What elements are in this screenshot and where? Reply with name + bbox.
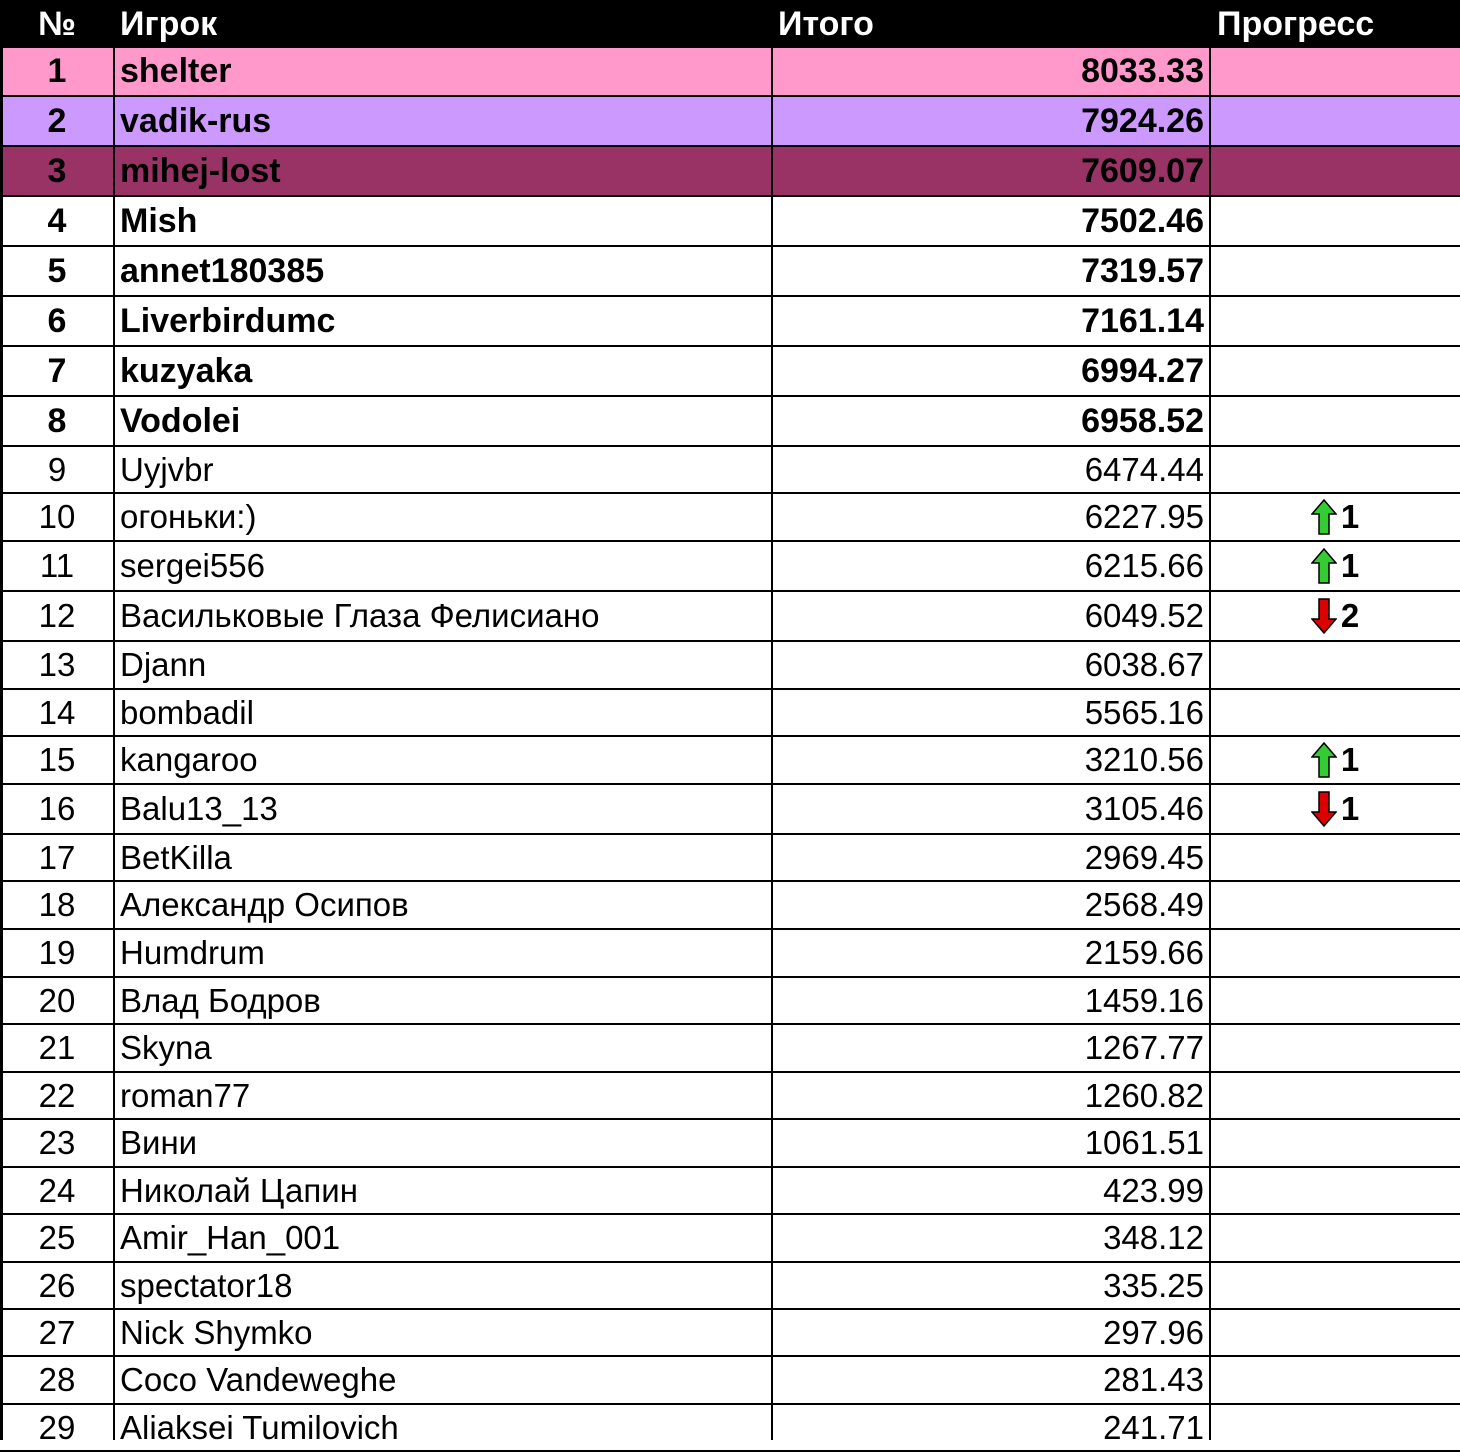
total-cell: 1459.16	[1084, 981, 1204, 1019]
rank-cell: 21	[38, 1029, 76, 1066]
rank-cell: 17	[38, 838, 76, 876]
table-row	[0, 690, 1460, 737]
table-row	[0, 1120, 1460, 1168]
total-cell: 6994.27	[1081, 351, 1204, 390]
grid-line-1	[113, 48, 115, 1440]
arrow-up-icon	[1311, 499, 1337, 535]
player-name-cell: bombadil	[120, 693, 254, 731]
rank-cell: 15	[38, 741, 76, 778]
arrow-up-icon	[1311, 548, 1337, 584]
rank-cell: 12	[38, 597, 76, 634]
rank-cell: 18	[38, 886, 76, 923]
rank-cell: 13	[38, 646, 76, 683]
progress-indicator	[1311, 597, 1359, 635]
rank-cell: 28	[38, 1361, 76, 1398]
player-name-cell: mihej-lost	[120, 151, 281, 190]
progress-value: 1	[1340, 790, 1360, 827]
progress-cell	[1210, 397, 1460, 445]
rank-cell: 5	[47, 251, 67, 290]
table-row	[0, 1073, 1460, 1120]
table-row	[0, 930, 1460, 978]
total-cell: 1061.51	[1084, 1124, 1204, 1161]
table-row	[0, 197, 1460, 247]
progress-indicator	[1311, 547, 1359, 585]
rank-cell: 14	[38, 693, 76, 731]
table-row	[0, 1215, 1460, 1263]
table-row	[0, 1168, 1460, 1215]
player-name-cell: shelter	[120, 52, 232, 90]
progress-cell	[1210, 1405, 1460, 1450]
progress-cell	[1210, 1215, 1460, 1261]
total-cell: 241.71	[1103, 1408, 1204, 1446]
header-number: №	[38, 5, 76, 43]
progress-cell	[1210, 48, 1460, 95]
total-cell: 6215.66	[1084, 547, 1204, 584]
table-row	[0, 737, 1460, 785]
rank-cell: 6	[47, 301, 67, 340]
table-row	[0, 48, 1460, 97]
progress-cell	[1210, 1357, 1460, 1403]
progress-cell	[1210, 930, 1460, 976]
progress-cell	[1210, 197, 1460, 245]
player-name-cell: BetKilla	[120, 838, 232, 876]
progress-cell	[1210, 737, 1460, 783]
rank-cell: 16	[38, 790, 76, 827]
table-row	[0, 978, 1460, 1025]
player-name-cell: Amir_Han_001	[120, 1219, 341, 1256]
progress-cell	[1210, 1310, 1460, 1355]
player-name-cell: sergei556	[120, 547, 265, 584]
progress-cell	[1210, 147, 1460, 195]
rank-cell: 19	[38, 934, 76, 971]
rank-cell: 4	[47, 201, 67, 240]
table-row	[0, 882, 1460, 930]
rank-cell: 25	[38, 1219, 76, 1256]
player-name-cell: Uyjvbr	[120, 450, 214, 488]
table-row	[0, 297, 1460, 347]
rank-cell: 8	[47, 401, 67, 440]
arrow-down-icon	[1311, 791, 1337, 827]
rank-cell: 20	[38, 981, 76, 1019]
total-cell: 7502.46	[1081, 201, 1204, 240]
total-cell: 3210.56	[1084, 741, 1204, 778]
grid-line-3	[1209, 48, 1211, 1440]
progress-value: 1	[1340, 741, 1360, 778]
total-cell: 281.43	[1103, 1361, 1204, 1398]
table-row	[0, 347, 1460, 397]
total-cell: 2969.45	[1084, 838, 1204, 876]
player-name-cell: Humdrum	[120, 934, 265, 971]
total-cell: 2159.66	[1084, 934, 1204, 971]
progress-cell	[1210, 1120, 1460, 1166]
progress-cell	[1210, 592, 1460, 640]
total-cell: 8033.33	[1081, 52, 1204, 90]
progress-value: 1	[1340, 547, 1360, 584]
table-row	[0, 785, 1460, 835]
table-row	[0, 494, 1460, 542]
player-name-cell: Nick Shymko	[120, 1313, 313, 1351]
progress-cell	[1210, 1025, 1460, 1071]
total-cell: 3105.46	[1084, 790, 1204, 827]
player-name-cell: Liverbirdumc	[120, 301, 336, 340]
total-cell: 1267.77	[1084, 1029, 1204, 1066]
progress-cell	[1210, 835, 1460, 880]
player-name-cell: kuzyaka	[120, 351, 253, 390]
progress-cell	[1210, 347, 1460, 395]
total-cell: 5565.16	[1084, 693, 1204, 731]
header-player: Игрок	[120, 5, 218, 43]
table-row	[0, 97, 1460, 147]
rank-cell: 10	[38, 498, 76, 535]
player-name-cell: Aliaksei Tumilovich	[120, 1408, 399, 1446]
progress-cell	[1210, 978, 1460, 1023]
player-name-cell: spectator18	[120, 1266, 293, 1304]
player-name-cell: Balu13_13	[120, 790, 278, 827]
total-cell: 6474.44	[1084, 450, 1204, 488]
table-row	[0, 147, 1460, 197]
table-row	[0, 1357, 1460, 1405]
total-cell: 1260.82	[1084, 1076, 1204, 1114]
total-cell: 7924.26	[1081, 101, 1204, 140]
total-cell: 7609.07	[1081, 151, 1204, 190]
table-row	[0, 397, 1460, 447]
rank-cell: 9	[47, 450, 67, 488]
total-cell: 6049.52	[1084, 597, 1204, 634]
player-name-cell: Vodolei	[120, 401, 241, 440]
table-row	[0, 247, 1460, 297]
table-row	[0, 1310, 1460, 1357]
progress-cell	[1210, 1263, 1460, 1308]
progress-cell	[1210, 247, 1460, 295]
progress-cell	[1210, 785, 1460, 833]
player-name-cell: kangaroo	[120, 741, 258, 778]
progress-value: 1	[1340, 498, 1360, 535]
progress-cell	[1210, 1073, 1460, 1118]
progress-cell	[1210, 447, 1460, 492]
player-name-cell: Skyna	[120, 1029, 212, 1066]
progress-cell	[1210, 1168, 1460, 1213]
player-name-cell: Coco Vandeweghe	[120, 1361, 397, 1398]
header-progress: Прогресс	[1217, 5, 1375, 43]
rank-cell: 7	[47, 351, 67, 390]
arrow-down-icon	[1311, 598, 1337, 634]
total-cell: 348.12	[1103, 1219, 1204, 1256]
player-name-cell: roman77	[120, 1076, 251, 1114]
rank-cell: 29	[38, 1408, 76, 1446]
header-total: Итого	[778, 5, 874, 43]
table-row	[0, 1405, 1460, 1452]
progress-cell	[1210, 494, 1460, 540]
rank-cell: 1	[47, 52, 67, 90]
player-name-cell: Александр Осипов	[120, 886, 409, 923]
player-name-cell: Николай Цапин	[120, 1171, 358, 1209]
player-name-cell: огоньки:)	[120, 498, 257, 535]
progress-indicator	[1311, 741, 1359, 779]
total-cell: 2568.49	[1084, 886, 1204, 923]
table-header	[0, 0, 1460, 48]
total-cell: 6227.95	[1084, 498, 1204, 535]
table-row	[0, 447, 1460, 494]
rank-cell: 23	[38, 1124, 76, 1161]
total-cell: 7319.57	[1081, 251, 1204, 290]
rank-cell: 11	[39, 547, 75, 584]
progress-indicator	[1311, 498, 1359, 536]
table-row	[0, 542, 1460, 592]
total-cell: 6038.67	[1084, 646, 1204, 683]
rank-cell: 27	[38, 1313, 76, 1351]
total-cell: 297.96	[1103, 1313, 1204, 1351]
total-cell: 335.25	[1103, 1266, 1204, 1304]
player-name-cell: Djann	[120, 646, 207, 683]
rank-cell: 26	[38, 1266, 76, 1304]
rank-cell: 22	[38, 1076, 76, 1114]
total-cell: 7161.14	[1081, 301, 1204, 340]
table-row	[0, 1025, 1460, 1073]
player-name-cell: annet180385	[120, 251, 325, 290]
player-name-cell: Вини	[120, 1124, 198, 1161]
progress-cell	[1210, 690, 1460, 735]
total-cell: 423.99	[1103, 1171, 1204, 1209]
table-row	[0, 835, 1460, 882]
grid-line-left	[0, 48, 3, 1440]
table-row	[0, 592, 1460, 642]
progress-value: 2	[1340, 597, 1360, 634]
table-row	[0, 642, 1460, 690]
progress-cell	[1210, 642, 1460, 688]
progress-cell	[1210, 542, 1460, 590]
rank-cell: 3	[47, 151, 67, 190]
progress-indicator	[1311, 790, 1359, 828]
progress-cell	[1210, 97, 1460, 145]
player-name-cell: Влад Бодров	[120, 981, 321, 1019]
rank-cell: 2	[47, 101, 67, 140]
player-name-cell: Васильковые Глаза Фелисиано	[120, 597, 600, 634]
progress-cell	[1210, 297, 1460, 345]
rank-cell: 24	[38, 1171, 76, 1209]
grid-line-2	[771, 48, 773, 1440]
table-row	[0, 1263, 1460, 1310]
arrow-up-icon	[1311, 742, 1337, 778]
player-name-cell: Mish	[120, 201, 198, 240]
total-cell: 6958.52	[1081, 401, 1204, 440]
player-name-cell: vadik-rus	[120, 101, 272, 140]
progress-cell	[1210, 882, 1460, 928]
